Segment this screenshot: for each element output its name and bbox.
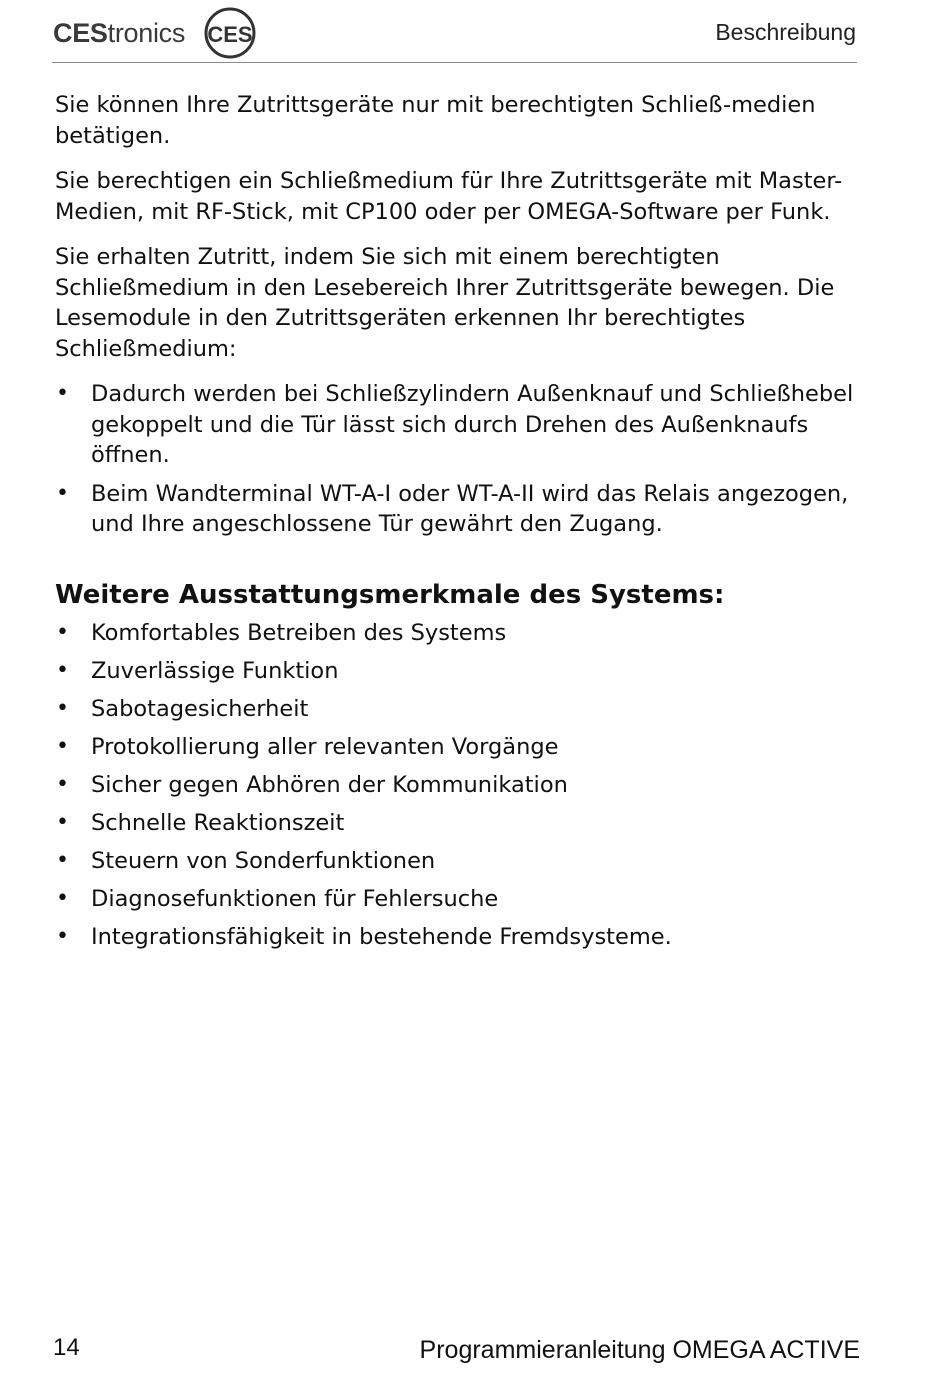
paragraph-3: Sie erhalten Zutritt, indem Sie sich mit einem berechtigten Schließmedium in den Lesebereich Ihrer Zutrittsgeräte bewegen. Die Lesemodule in den Zutrittsgeräten erkennen Ihr berechtigtes Schließmedium: bbox=[55, 244, 835, 362]
list-item-text: Sicher gegen Abhören der Kommunikation bbox=[91, 771, 568, 798]
list-item-text: Komfortables Betreiben des Systems bbox=[91, 619, 507, 646]
features-heading: Weitere Ausstattungsmerkmale des Systems: bbox=[55, 579, 725, 610]
list-item-text: Steuern von Sonderfunktionen bbox=[91, 847, 436, 874]
features-bullet-list bbox=[55, 618, 855, 953]
paragraph-1: Sie können Ihre Zutrittsgeräte nur mit berechtigten Schließ-medien betätigen. bbox=[55, 92, 816, 149]
bullet-icon: • bbox=[56, 695, 69, 721]
bullet-icon: • bbox=[56, 923, 69, 949]
list-item-text: Sabotagesicherheit bbox=[91, 695, 309, 722]
page-header bbox=[0, 0, 950, 70]
bullet-icon: • bbox=[56, 657, 69, 683]
list-item bbox=[55, 656, 855, 687]
section-title: Beschreibung bbox=[715, 19, 856, 45]
list-item-text: Beim Wandterminal WT-A-I oder WT-A-II wird das Relais angezogen, und Ihre angeschlossene Tür gewährt den Zugang. bbox=[91, 480, 849, 537]
logo-wordmark-bold: CES bbox=[53, 17, 108, 48]
list-item-text: Diagnosefunktionen für Fehlersuche bbox=[91, 885, 499, 912]
list-item bbox=[55, 808, 855, 839]
logo-mark-text: CES bbox=[207, 22, 253, 47]
bullet-icon: • bbox=[56, 847, 69, 873]
list-item-text: Dadurch werden bei Schließzylindern Außenknauf und Schließhebel gekoppelt und die Tür lässt sich durch Drehen des Außenknaufs öffnen. bbox=[91, 381, 854, 468]
bullet-icon: • bbox=[56, 733, 69, 759]
bullet-icon: • bbox=[56, 809, 69, 835]
access-bullet-list bbox=[55, 379, 855, 540]
bullet-icon: • bbox=[56, 885, 69, 911]
list-item bbox=[55, 846, 855, 877]
header-divider bbox=[52, 62, 857, 63]
list-item bbox=[55, 732, 855, 763]
paragraph-2: Sie berechtigen ein Schließmedium für Ihre Zutrittsgeräte mit Master-Medien, mit RF-Stick, mit CP100 oder per OMEGA-Software per Funk. bbox=[55, 168, 843, 225]
list-item bbox=[55, 770, 855, 801]
list-item-text: Protokollierung aller relevanten Vorgänge bbox=[91, 733, 559, 760]
logo-wordmark-light: tronics bbox=[107, 17, 186, 48]
logo-wordmark bbox=[53, 18, 185, 49]
bullet-icon: • bbox=[56, 771, 69, 797]
list-item bbox=[55, 884, 855, 915]
page-number: 14 bbox=[53, 1334, 80, 1361]
list-item bbox=[55, 694, 855, 725]
document-title: Programmieranleitung OMEGA ACTIVE bbox=[419, 1336, 860, 1364]
list-item bbox=[55, 379, 855, 471]
ces-seal-icon bbox=[203, 6, 257, 60]
list-item-text: Zuverlässige Funktion bbox=[91, 657, 339, 684]
list-item bbox=[55, 922, 855, 953]
list-item-text: Schnelle Reaktionszeit bbox=[91, 809, 345, 836]
bullet-icon: • bbox=[56, 480, 69, 506]
list-item bbox=[55, 618, 855, 649]
bullet-icon: • bbox=[56, 619, 69, 645]
page-content bbox=[55, 90, 855, 960]
list-item-text: Integrationsfähigkeit in bestehende Fremdsysteme. bbox=[91, 923, 672, 950]
list-item bbox=[55, 479, 855, 540]
bullet-icon: • bbox=[56, 381, 69, 406]
cestronics-logo bbox=[53, 6, 257, 60]
